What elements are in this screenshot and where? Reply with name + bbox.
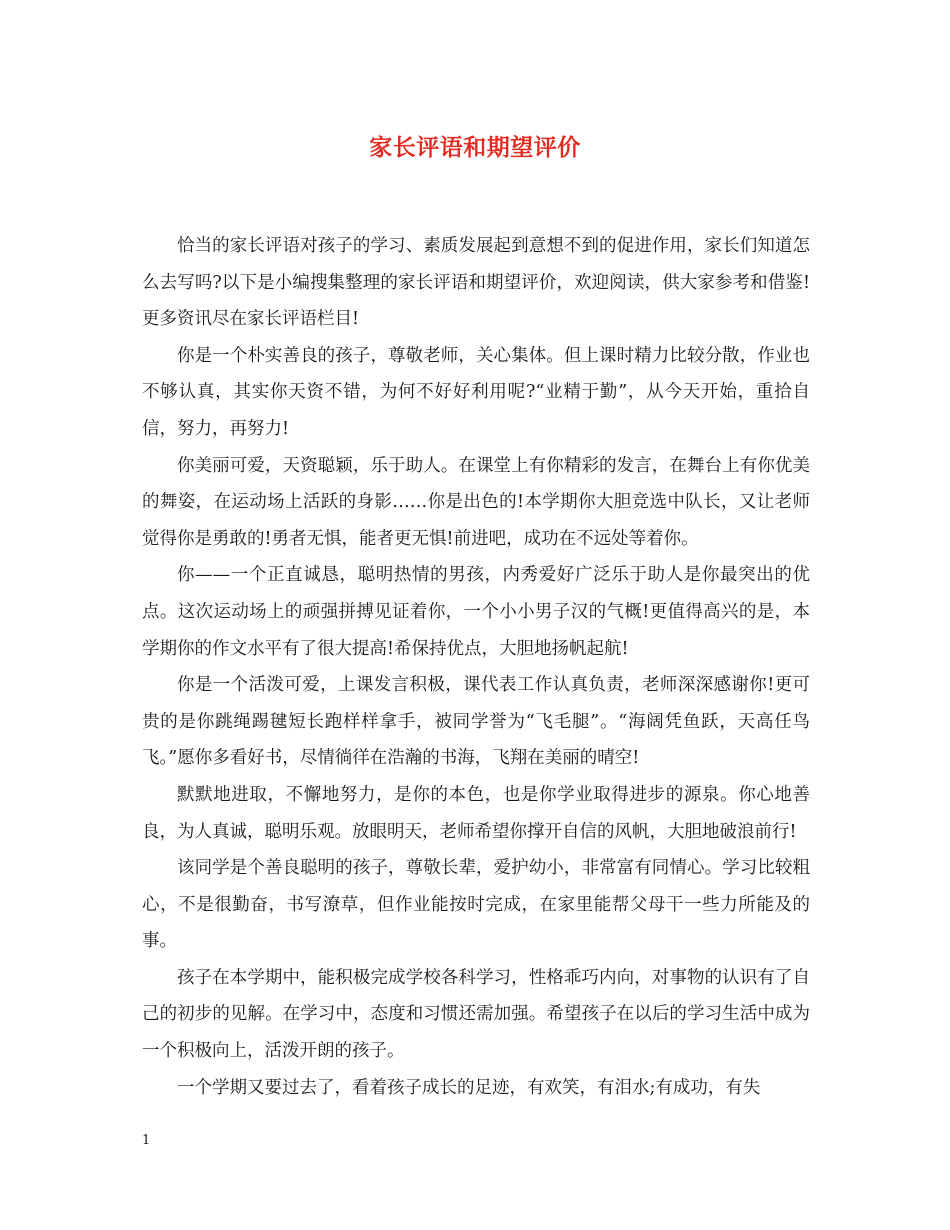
paragraph-comment-6: 该同学是个善良聪明的孩子，尊敬长辈，爱护幼小，非常富有同情心。学习比较粗心，不是很勤奋，书写潦草，但作业能按时完成，在家里能帮父母干一些力所能及的事。 [142,858,810,952]
document-body [142,228,810,1106]
paragraph-intro: 恰当的家长评语对孩子的学习、素质发展起到意想不到的促进作用，家长们知道怎么去写吗?以下是小编搜集整理的家长评语和期望评价，欢迎阅读，供大家参考和借鉴!更多资讯尽在家长评语栏目! [142,236,810,330]
paragraph-comment-8: 一个学期又要过去了，看着孩子成长的足迹，有欢笑，有泪水;有成功，有失 [177,1077,761,1098]
paragraph-comment-7: 孩子在本学期中，能积极完成学校各科学习，性格乖巧内向，对事物的认识有了自己的初步的见解。在学习中，态度和习惯还需加强。希望孩子在以后的学习生活中成为一个积极向上，活泼开朗的孩子。 [142,967,810,1062]
document-title: 家长评语和期望评价 [369,134,581,161]
paragraph-comment-5: 默默地进取，不懈地努力，是你的本色，也是你学业取得进步的源泉。你心地善良，为人真诚，聪明乐观。放眼明天，老师希望你撑开自信的风帆，大胆地破浪前行! [142,784,810,842]
page-number: 1 [142,1133,151,1148]
paragraph-comment-1: 你是一个朴实善良的孩子，尊敬老师，关心集体。但上课时精力比较分散，作业也不够认真，其实你天资不错，为何不好好利用呢?“业精于勤”，从今天开始，重拾自信，努力，再努力! [142,345,810,439]
paragraph-comment-2: 你美丽可爱，天资聪颖，乐于助人。在课堂上有你精彩的发言，在舞台上有你优美的舞姿，在运动场上活跃的身影……你是出色的!本学期你大胆竞选中队长，又让老师觉得你是勇敢的!勇者无惧，能者更无惧!前进吧，成功在不远处等着你。 [142,455,810,549]
paragraph-comment-3: 你——一个正直诚恳，聪明热情的男孩，内秀爱好广泛乐于助人是你最突出的优点。这次运动场上的顽强拼搏见证着你，一个小小男子汉的气概!更值得高兴的是，本学期你的作文水平有了很大提高!希保持优点，大胆地扬帆起航! [142,565,810,659]
paragraph-comment-4: 你是一个活泼可爱，上课发言积极，课代表工作认真负责，老师深深感谢你!更可贵的是你跳绳踢毽短长跑样样拿手，被同学誉为“飞毛腿”。“海阔凭鱼跃，天高任鸟飞。”愿你多看好书，尽情徜徉在浩瀚的书海，飞翔在美丽的晴空! [142,675,810,769]
